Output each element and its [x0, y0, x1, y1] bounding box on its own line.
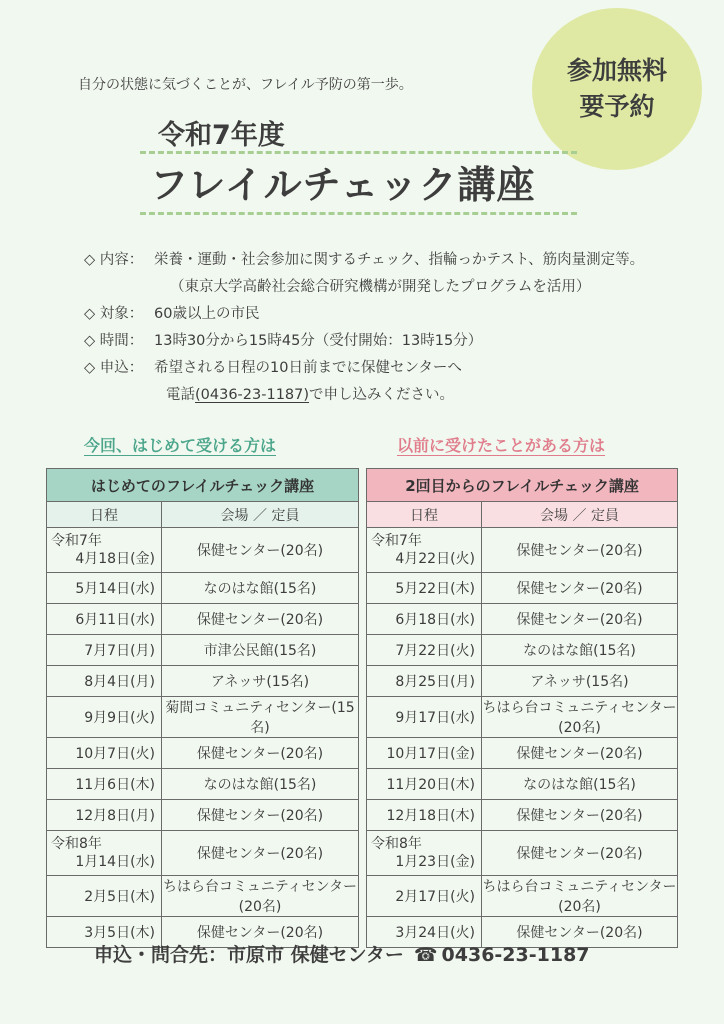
- row-date: [367, 528, 482, 573]
- repeat-heading: 以前に受けたことがある方は: [397, 436, 606, 455]
- table-row: [47, 573, 359, 604]
- info-time: ◇ 時間： 13時30分から15時45分（受付開始：13時15分）: [84, 333, 483, 349]
- row-date: [47, 831, 162, 876]
- table-row: [367, 573, 678, 604]
- row-date: 3月5日(木): [47, 917, 162, 948]
- row-venue: なのはな館(15名): [162, 573, 359, 604]
- row-venue: 菊間コミュニティセンター(15名): [162, 697, 359, 738]
- row-venue: なのはな館(15名): [162, 769, 359, 800]
- info-target: ◇ 対象： 60歳以上の市民: [84, 306, 260, 322]
- row-date: 2月5日(木): [47, 876, 162, 917]
- row-date: 7月22日(火): [367, 635, 482, 666]
- table-row: [47, 876, 359, 917]
- table-row: [367, 604, 678, 635]
- row-date: 11月6日(木): [47, 769, 162, 800]
- row-date: 11月20日(木): [367, 769, 482, 800]
- table-row: [367, 831, 678, 876]
- row-date: [47, 528, 162, 573]
- table-row: [47, 769, 359, 800]
- row-venue: 保健センター(20名): [482, 800, 678, 831]
- row-date: 2月17日(火): [367, 876, 482, 917]
- repeat-schedule-table: [366, 468, 678, 948]
- info-content: ◇ 内容： 栄養・運動・社会参加に関するチェック、指輪っかテスト、筋肉量測定等。: [84, 252, 645, 268]
- table-row: [47, 738, 359, 769]
- row-date: 9月9日(火): [47, 697, 162, 738]
- row-venue: ちはら台コミュニティセンター(20名): [482, 697, 678, 738]
- info-apply-tel: 電話(0436-23-1187)で申し込みください。: [166, 387, 455, 403]
- row-venue: なのはな館(15名): [482, 769, 678, 800]
- row-date: 12月8日(月): [47, 800, 162, 831]
- row-date: 6月18日(水): [367, 604, 482, 635]
- contact-line: [94, 940, 590, 967]
- row-date: 12月18日(木): [367, 800, 482, 831]
- row-venue: 保健センター(20名): [162, 604, 359, 635]
- row-date: [367, 831, 482, 876]
- divider-bottom: [140, 212, 577, 215]
- info-content-note: （東京大学高齢社会総合研究機構が開発したプログラムを活用）: [170, 279, 591, 295]
- year-heading: 令和7年度: [158, 120, 285, 151]
- table-row: [367, 876, 678, 917]
- row-date: 5月22日(木): [367, 573, 482, 604]
- col-date-header: 日程: [367, 502, 482, 528]
- table-row: [47, 800, 359, 831]
- table-row: [47, 528, 359, 573]
- contact-phone[interactable]: 0436-23-1187: [441, 944, 590, 966]
- row-date: 8月25日(月): [367, 666, 482, 697]
- table-title: 2回目からのフレイルチェック講座: [367, 469, 678, 502]
- contact-label: 申込・問合先：市原市 保健センター: [94, 944, 404, 966]
- table-row: [367, 528, 678, 573]
- row-venue: ちはら台コミュニティセンター(20名): [482, 876, 678, 917]
- badge-free: 参加無料: [566, 56, 667, 85]
- row-date-text: 1月14日(水): [75, 854, 155, 870]
- row-date-text: 4月22日(火): [395, 551, 475, 567]
- page-title: フレイルチェック講座: [150, 163, 536, 207]
- table-row: [367, 800, 678, 831]
- first-time-heading: 今回、はじめて受ける方は: [84, 436, 277, 455]
- table-row: [47, 697, 359, 738]
- table-row: [47, 666, 359, 697]
- table-row: [367, 738, 678, 769]
- row-date-text: 1月23日(金): [395, 854, 475, 870]
- first-time-schedule-table: [46, 468, 359, 948]
- row-date: 3月24日(火): [367, 917, 482, 948]
- col-date-header: 日程: [47, 502, 162, 528]
- phone-icon: ☎: [413, 944, 438, 966]
- row-date: 7月7日(月): [47, 635, 162, 666]
- row-date: 9月17日(水): [367, 697, 482, 738]
- table-row: [47, 604, 359, 635]
- row-venue: なのはな館(15名): [482, 635, 678, 666]
- table-title: はじめてのフレイルチェック講座: [47, 469, 359, 502]
- row-era: 令和7年: [371, 533, 422, 549]
- row-venue: 保健センター(20名): [482, 528, 678, 573]
- table-row: [47, 831, 359, 876]
- tel-link[interactable]: (0436-23-1187): [195, 387, 310, 403]
- badge-circle: [532, 8, 702, 170]
- col-venue-header: 会場 ／ 定員: [482, 502, 678, 528]
- table-row: [367, 635, 678, 666]
- tagline: 自分の状態に気づくことが、フレイル予防の第一歩。: [78, 77, 413, 93]
- info-apply: ◇ 申込： 希望される日程の10日前までに保健センターへ: [84, 360, 462, 376]
- row-venue: 保健センター(20名): [482, 831, 678, 876]
- row-venue: 保健センター(20名): [162, 917, 359, 948]
- row-venue: 保健センター(20名): [482, 573, 678, 604]
- row-venue: 保健センター(20名): [162, 831, 359, 876]
- row-venue: アネッサ(15名): [482, 666, 678, 697]
- row-date: 8月4日(月): [47, 666, 162, 697]
- info-block: [84, 247, 644, 409]
- col-venue-header: 会場 ／ 定員: [162, 502, 359, 528]
- row-date: 6月11日(水): [47, 604, 162, 635]
- row-venue: 保健センター(20名): [482, 738, 678, 769]
- row-era: 令和8年: [371, 836, 422, 852]
- row-date: 10月17日(金): [367, 738, 482, 769]
- row-date-text: 4月18日(金): [75, 551, 155, 567]
- table-row: [367, 769, 678, 800]
- row-date: 10月7日(火): [47, 738, 162, 769]
- row-venue: ちはら台コミュニティセンター(20名): [162, 876, 359, 917]
- row-venue: 保健センター(20名): [482, 917, 678, 948]
- row-venue: 保健センター(20名): [162, 738, 359, 769]
- row-era: 令和8年: [51, 836, 102, 852]
- row-date: 5月14日(水): [47, 573, 162, 604]
- row-venue: アネッサ(15名): [162, 666, 359, 697]
- table-row: [367, 666, 678, 697]
- row-venue: 市津公民館(15名): [162, 635, 359, 666]
- table-row: [367, 697, 678, 738]
- row-era: 令和7年: [51, 533, 102, 549]
- row-venue: 保健センター(20名): [162, 528, 359, 573]
- badge-reservation: 要予約: [579, 92, 655, 121]
- row-venue: 保健センター(20名): [162, 800, 359, 831]
- table-row: [47, 635, 359, 666]
- row-venue: 保健センター(20名): [482, 604, 678, 635]
